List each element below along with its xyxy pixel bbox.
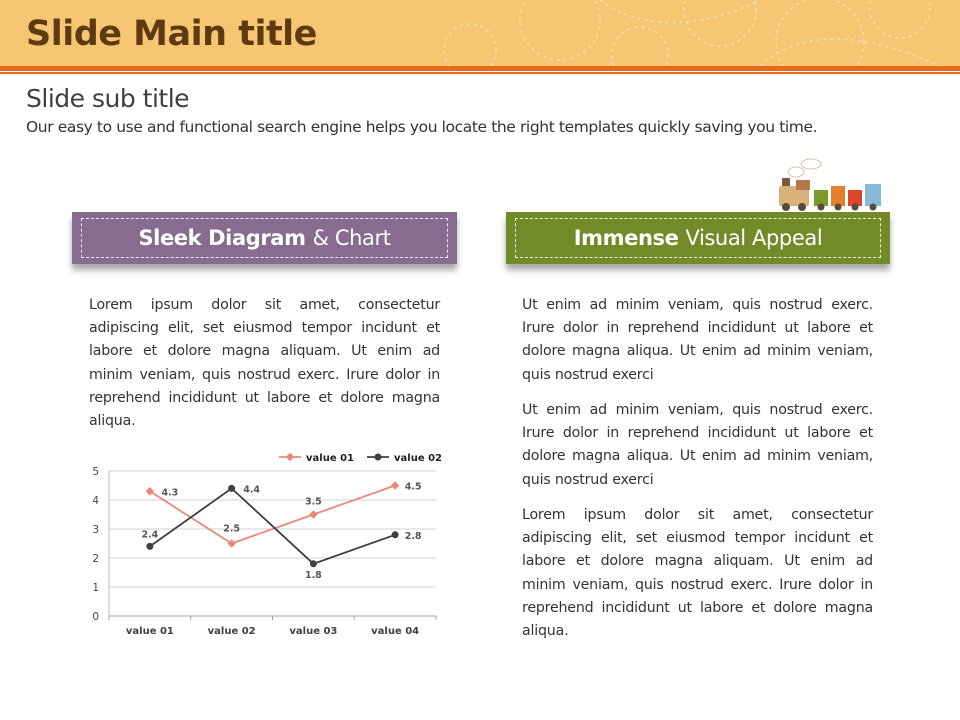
data-label: 1.8 <box>304 569 322 581</box>
left-paragraph: Lorem ipsum dolor sit amet, consectetur adipiscing elit, set eiusmod tempor incidunt et labore et dolore magna aliquam. Ut enim ad minim veniam, quis nostrud exerc. Irure dolor in reprehend incididunt ut labore et dolore magna aliqua. <box>89 297 440 430</box>
right-paragraph-3: Lorem ipsum dolor sit amet, consectetur adipiscing elit, set eiusmod tempor incidunt et labore et dolore magna aliquam. Ut enim ad minim veniam, quis nostrud exerc. Irure dolor in reprehend incididunt ut labore et dolore magna aliqua. <box>522 507 873 640</box>
data-point <box>310 560 317 567</box>
legend-entry: value 02 <box>394 453 442 464</box>
data-label: 2.8 <box>404 530 422 542</box>
banner-inner <box>81 218 448 258</box>
data-label: 2.5 <box>223 523 241 535</box>
banner-text: Visual Appeal <box>685 226 823 250</box>
x-tick-label: value 03 <box>289 626 338 637</box>
data-point <box>391 481 399 489</box>
y-tick-label: 3 <box>92 524 99 536</box>
y-tick-label: 2 <box>92 553 99 565</box>
data-point <box>227 539 235 547</box>
data-point <box>146 543 153 550</box>
train-illustration <box>774 156 886 214</box>
y-tick-label: 4 <box>92 495 99 507</box>
line-chart <box>84 446 454 646</box>
data-label: 4.3 <box>161 487 179 499</box>
x-tick-label: value 01 <box>125 626 174 637</box>
legend-swatch-marker <box>286 453 294 461</box>
tagline: Our easy to use and functional search engine helps you locate the right templates quickly saving you time. <box>26 118 818 136</box>
x-tick-label: value 04 <box>371 626 420 637</box>
banner-text: & Chart <box>312 226 391 250</box>
header-rule <box>0 66 960 71</box>
y-tick-label: 1 <box>92 582 99 594</box>
legend-entry: value 01 <box>306 453 354 464</box>
data-label: 3.5 <box>304 496 322 508</box>
right-paragraph-1: Ut enim ad minim veniam, quis nostrud exerc. Irure dolor in reprehend incididunt ut labore et dolore magna aliqua. Ut enim ad minim veniam, quis nostrud exerci <box>522 297 873 383</box>
data-point <box>228 485 235 492</box>
data-point <box>392 531 399 538</box>
header-band <box>0 0 960 66</box>
y-tick-label: 0 <box>92 611 99 623</box>
header-rule-thin <box>0 72 960 74</box>
banner-visual-appeal <box>506 212 890 264</box>
right-paragraph-2: Ut enim ad minim veniam, quis nostrud exerc. Irure dolor in reprehend incididunt ut labore et dolore magna aliqua. Ut enim ad minim veniam, quis nostrud exerci <box>522 402 873 488</box>
x-tick-label: value 02 <box>207 626 256 637</box>
series-line <box>150 486 395 544</box>
y-tick-label: 5 <box>92 466 99 478</box>
data-label: 2.4 <box>141 529 159 541</box>
data-point <box>309 510 317 518</box>
data-label: 4.4 <box>243 484 261 496</box>
legend-swatch-marker <box>375 454 382 461</box>
data-label: 4.5 <box>404 481 422 493</box>
banner-inner <box>515 218 881 258</box>
data-point <box>146 487 154 495</box>
banner-bold-text: Sleek Diagram <box>138 226 306 250</box>
banner-bold-text: Immense <box>573 226 679 250</box>
banner-sleek-diagram <box>72 212 457 264</box>
subtitle: Slide sub title <box>26 84 190 113</box>
page-title: Slide Main title <box>26 14 317 54</box>
